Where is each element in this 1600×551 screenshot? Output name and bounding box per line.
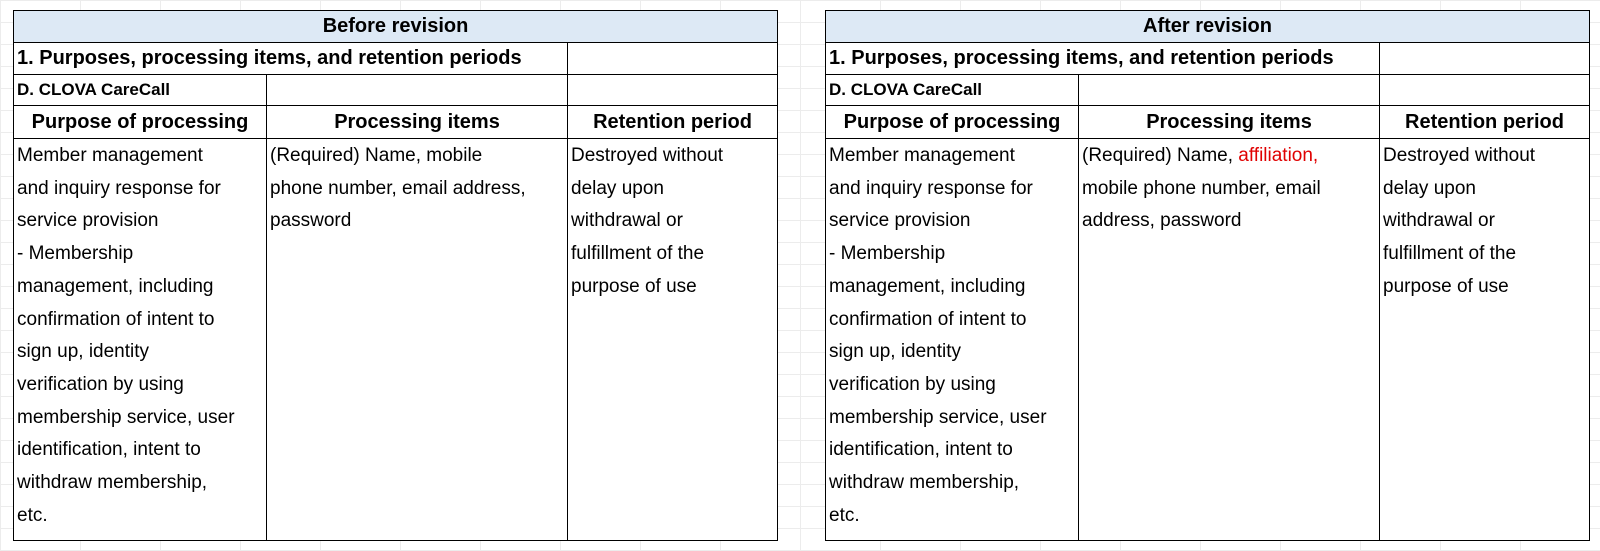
after-col-retention: Retention period [1380,106,1590,139]
after-col-purpose: Purpose of processing [826,106,1079,139]
after-section-title: 1. Purposes, processing items, and retention periods [826,43,1380,75]
after-revision-table [825,10,1590,541]
items-prefix: (Required) Name, [1082,145,1239,166]
before-col-items: Processing items [267,106,568,139]
empty-cell [1380,43,1590,75]
empty-cell [568,75,778,106]
before-items-cell: (Required) Name, mobile phone number, email address, password [267,139,568,541]
before-purpose-cell: Member management and inquiry response for service provision - Membership management, including confirmation of intent to sign up, identity verification by using membership service, user identification, intent to withdraw membership, etc. [14,139,267,541]
before-col-retention: Retention period [568,106,778,139]
after-title: After revision [826,11,1590,43]
before-section-title: 1. Purposes, processing items, and retention periods [14,43,568,75]
after-subsection-title: D. CLOVA CareCall [826,75,1079,106]
items-suffix: mobile phone number, email address, password [1082,177,1321,232]
empty-cell [267,75,568,106]
empty-cell [1079,75,1380,106]
after-retention-cell: Destroyed without delay upon withdrawal or fulfillment of the purpose of use [1380,139,1590,541]
before-revision-table [13,10,778,541]
before-col-purpose: Purpose of processing [14,106,267,139]
empty-cell [1380,75,1590,106]
before-retention-cell: Destroyed without delay upon withdrawal or fulfillment of the purpose of use [568,139,778,541]
before-title: Before revision [14,11,778,43]
empty-cell [568,43,778,75]
after-purpose-cell: Member management and inquiry response for service provision - Membership management, including confirmation of intent to sign up, identity verification by using membership service, user identification, intent to withdraw membership, etc. [826,139,1079,541]
before-subsection-title: D. CLOVA CareCall [14,75,267,106]
after-items-cell [1079,139,1380,541]
added-item-highlight: affiliation, [1238,145,1319,166]
after-col-items: Processing items [1079,106,1380,139]
